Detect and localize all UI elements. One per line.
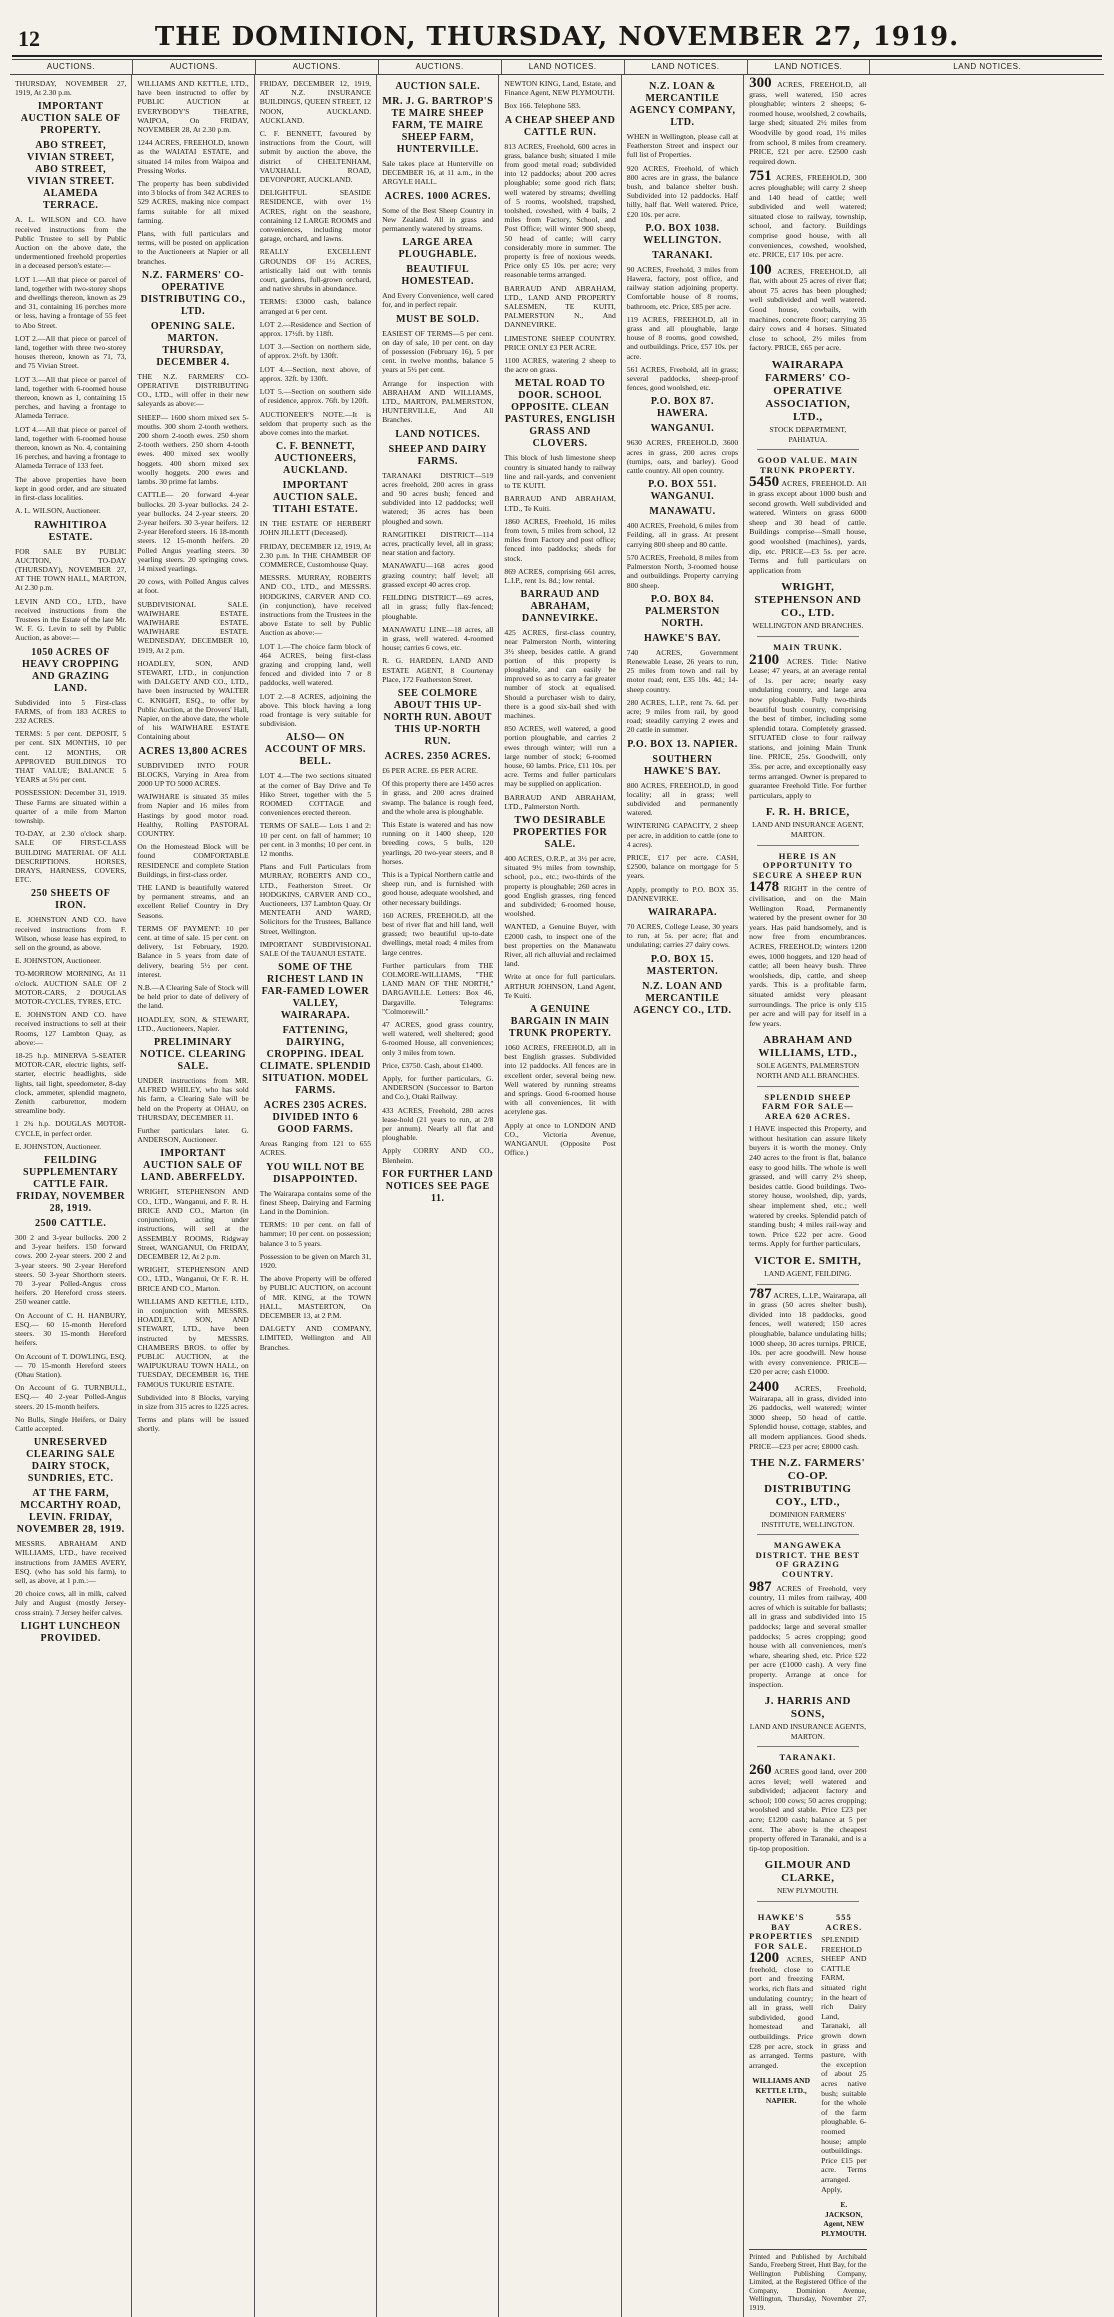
notice-paragraph: TERMS: 10 per cent. on fall of hammer; 10 per cent. on possession; balance 3 to 5 years.: [259, 1220, 372, 1248]
notice-paragraph: C. F. BENNETT, favoured by instructions from the Court, will submit by auction the above, the district of CHELTENHAM, VAUXHALL ROAD, DEVONPORT, AUCKLAND.: [259, 129, 372, 185]
taranaki-555-ad: [821, 1907, 866, 2243]
notice-paragraph: 9630 ACRES, FREEHOLD, 3600 acres in grass, 200 acres crops (turnips, oats, and barley). Good cattle country. All open country.: [626, 438, 739, 476]
notice-paragraph: THURSDAY, NOVEMBER 27, 1919, At 2.30 p.m.: [15, 79, 127, 98]
divider: [757, 1746, 858, 1747]
agent-address: LAND AND INSURANCE AGENTS, MARTON.: [749, 1722, 866, 1741]
masthead-rule: [12, 55, 1102, 57]
notice-paragraph: RANGITIKEI DISTRICT—114 acres, practically level, all in grass; near station and factory.: [382, 529, 494, 558]
notice-paragraph: 119 ACRES, FREEHOLD, all in grass and all ploughable, large house of 8 rooms, good cowshed, and outbuildings. Price, £57 10s. per acre.: [626, 314, 739, 361]
section-heading: TARANAKI.: [779, 1752, 837, 1763]
notice-paragraph: FRIDAY, DECEMBER 12, 1919, AT N.Z. INSURANCE BUILDINGS, QUEEN STREET, 12 NOON, AUCKLAND. AUCKLAND.: [259, 79, 372, 125]
notice-paragraph: Some of the Best Sheep Country in New Zealand. All in grass and permanently watered by streams.: [382, 205, 494, 234]
notice-paragraph: LOT 2.—All that piece or parcel of land, together with three two-storey houses thereon, known as 71, 73, and 75 Vivian Street.: [15, 333, 127, 371]
notice-paragraph: THE LAND is beautifully watered by permanent streams, and an excellent Relief Country in Dry Seasons.: [137, 883, 249, 920]
divider: [757, 1086, 858, 1087]
notice-paragraph: 70 ACRES, College Lease, 30 years to run, at 5s. per acre; flat and undulating; carries 27 dairy cows.: [626, 921, 739, 950]
notice-paragraph: Plans and Full Particulars from MURRAY, ROBERTS AND CO., LTD., Featherston Street. Or HODGKINS, CARVER AND CO., Auctioneers, 137 Lambton Quay. Or MENTEATH AND WARD, Solicitors for the Trustees, Ballance Street, Wellington.: [259, 862, 372, 936]
land-ad: 1200 ACRES, freehold, close to port and freezing works, rich flats and undulating country; all in grass, well subdivided, good homestead and outbuildings. Price £28 per acre, stock as arranged. Terms arranged.: [749, 1950, 814, 2070]
notice-paragraph: 250 SHEETS OF IRON.: [31, 888, 111, 912]
notice-paragraph: IN THE ESTATE OF HERBERT JOHN JILLETT (Deceased).: [259, 519, 372, 538]
notice-paragraph: SEE COLMORE ABOUT THIS UP-NORTH RUN. ABOUT THIS UP-NORTH RUN.: [383, 687, 492, 747]
notice-paragraph: Write at once for full particulars. ARTHUR JOHNSON, Land Agent, Te Kuiti.: [504, 972, 616, 1000]
notice-paragraph: E. JOHNSTON AND CO. have received instructions to sell at their Rooms, 127 Lambton Quay, as above:—: [15, 1010, 127, 1047]
notice-paragraph: TERMS: 5 per cent. DEPOSIT, 5 per cent. SIX MONTHS, 10 per cent. 12 MONTHS, OR APPROVED BUILDINGS TO THAT VALUE; BALANCE 5 YEARS at 5½ per cent.: [15, 729, 127, 785]
notice-paragraph: 920 ACRES, Freehold, of which 800 acres are in grass, the balance bush, and balance shelter bush. Subdivided into 12 paddocks. Half hilly, half flat. Well watered. Price, £20 10s. per acre.: [626, 163, 739, 219]
notice-paragraph: WINTERING CAPACITY, 2 sheep per acre, in addition to cattle (one to 4 acres).: [626, 821, 739, 849]
notice-paragraph: Sale takes place at Hunterville on DECEMBER 16, at 11 a.m., in the ARGYLE HALL.: [382, 159, 494, 187]
section-heading: 555 ACRES.: [825, 1911, 863, 1932]
notice-paragraph: MANAWATU LINE—18 acres, all in grass, well watered. 4-roomed house; carries 6 cows, etc.: [382, 624, 494, 653]
notice-paragraph: N.Z. FARMERS' CO-OPERATIVE DISTRIBUTING CO., LTD.: [140, 269, 246, 317]
notice-paragraph: £6 PER ACRE. £6 PER ACRE.: [382, 765, 479, 775]
notice-paragraph: E. JOHNSTON, Auctioneer.: [15, 956, 102, 966]
notice-paragraph: SOME OF THE RICHEST LAND IN FAR-FAMED LOWER VALLEY, WAIRARAPA.: [261, 962, 370, 1022]
notice-paragraph: A. L. WILSON, Auctioneer.: [15, 506, 101, 516]
notice-paragraph: 1860 ACRES, Freehold, 16 miles from town, 5 miles from school, 12 miles from Factory and post office; fenced into paddocks; sheds for stock.: [504, 516, 616, 563]
notice-paragraph: PRICE, £17 per acre. CASH, £2500, balance on mortgage for 5 years.: [626, 852, 739, 881]
agent-name: E. JACKSON, Agent, NEW PLYMOUTH.: [821, 2200, 867, 2238]
notice-paragraph: 1050 ACRES OF HEAVY CROPPING AND GRAZING LAND.: [22, 646, 120, 694]
notice-paragraph: LOT 1.—The choice farm block of 464 ACRES, being first-class grazing and cropping land, well fenced and divided into 7 or 8 paddocks, well watered.: [259, 641, 372, 688]
column-heading: LAND NOTICES.: [502, 60, 625, 74]
column-auctions-4: [377, 75, 499, 2317]
notice-paragraph: BARRAUD AND ABRAHAM, DANNEVIRKE.: [520, 589, 600, 625]
notice-paragraph: N.Z. LOAN & MERCANTILE AGENCY COMPANY, LTD.: [629, 81, 736, 128]
agent-name: F. R. H. BRICE,: [765, 806, 850, 819]
notice-paragraph: This block of lush limestone sheep country is situated handy to railway line and rail-yards, and convenient to TE KUITI.: [504, 453, 616, 491]
notice-paragraph: On Account of C. H. HANBURY, ESQ.— 60 15-month Hereford steers. 30 15-month Hereford heifers.: [15, 1310, 127, 1348]
column-heading: LAND NOTICES.: [625, 60, 748, 74]
section-heading: HERE IS AN OPPORTUNITY TO SECURE A SHEEP RUN: [752, 850, 863, 880]
column-heading: AUCTIONS.: [379, 60, 502, 74]
notice-paragraph: This is a Typical Northern cattle and sheep run, and is furnished with good house, adequate woolshed, and other necessary buildings.: [382, 869, 494, 907]
column-auctions-2: [132, 75, 254, 2317]
notice-paragraph: 20 cows, with Polled Angus calves at foot.: [137, 577, 249, 596]
notice-paragraph: 425 ACRES, first-class country, near Palmerston North, wintering 3½ sheep, besides cattle. A grand portion of this property is ploughable, and can easily be improved so as to carry a far greater number of stock at equalised. Should a purchaser wish to dairy, there is a good six-bail shed with machines.: [504, 628, 616, 720]
notice-paragraph: TERMS OF SALE— Lots 1 and 2: 10 per cent. on fall of hammer; 10 per cent. in 3 months; 10 per cent. in 12 months.: [259, 821, 372, 858]
land-ad: 987 ACRES of Freehold, very country, 11 miles from railway, 400 acres of which is suitable for ballasts; all in grass and subdivided into 15 paddocks; large and several smaller paddocks; 5 acres cropping; good house with all conveniences, men's whare, shearing shed, etc. Price £22 per acre (£1000 cash). A very fine property. Arrange at once for inspection.: [749, 1578, 867, 1689]
column-heading: LAND NOTICES.: [748, 60, 871, 74]
notice-paragraph: REALLY EXCELLENT GROUNDS OF 1½ ACRES, artistically laid out with tennis court, gardens, full-grown orchard, and native shrubs in abundance.: [259, 247, 372, 294]
notice-paragraph: FATTENING, DAIRYING, CROPPING. IDEAL CLIMATE. SPLENDID SITUATION. MODEL FARMS.: [259, 1025, 371, 1097]
notice-paragraph: Further particulars later. G. ANDERSON, Auctioneer.: [137, 1126, 249, 1145]
notice-paragraph: FEILDING DISTRICT—69 acres, all in grass; fully flax-fenced; ploughable.: [382, 593, 494, 621]
notice-paragraph: On Account of T. DOWLING, ESQ.— 70 15-month Hereford steers (Ohau Station).: [15, 1351, 127, 1379]
notice-paragraph: No Bulls, Single Heifers, or Dairy Cattle accepted.: [15, 1414, 127, 1433]
notice-paragraph: On the Homestead Block will be found COMFORTABLE RESIDENCE and complete Station Buildings, in first-class order.: [137, 842, 249, 879]
notice-paragraph: The property has been subdivided into 3 blocks of from 342 ACRES to 529 ACRES, making nice compact farms suitable for all mixed farming.: [137, 179, 249, 225]
notice-paragraph: Terms and plans will be issued shortly.: [137, 1415, 249, 1434]
agent-name: GILMOUR AND CLARKE,: [764, 1859, 852, 1885]
notice-paragraph: And Every Convenience, well cared for, and in perfect repair.: [382, 291, 494, 310]
notice-paragraph: LIGHT LUNCHEON PROVIDED.: [20, 1620, 121, 1644]
notice-paragraph: 813 ACRES, Freehold, 600 acres in grass, balance bush; situated 1 mile from good metal road; subdivided into 12 paddocks; about 200 acres ploughable; some good rich flats; well watered by streams; dwelling of 5 rooms, woolshed, trapshed, toolshed, cowshed, with 4 bails, 2 miles from Factory, School, and Post Office; will winter 900 sheep, 50 head of cattle; will carry considerably more in summer. The property is free of noxious weeds. Price only £5 10s. per acre; very reasonable terms arranged.: [504, 141, 616, 280]
column-auctions-3: [255, 75, 377, 2317]
section-heading: GOOD VALUE. MAIN TRUNK PROPERTY.: [757, 455, 859, 475]
notice-paragraph: C. F. BENNETT, AUCTIONEERS, AUCKLAND.: [274, 441, 357, 477]
notice-paragraph: 869 ACRES, comprising 661 acres, L.I.P., rent 1s. 8d.; low rental.: [504, 566, 616, 585]
section-heading: MANGAWEKA DISTRICT. THE BEST OF GRAZING COUNTRY.: [755, 1540, 861, 1580]
notice-paragraph: TWO DESIRABLE PROPERTIES FOR SALE.: [513, 814, 608, 850]
agent-name: VICTOR E. SMITH,: [754, 1255, 862, 1267]
notice-paragraph: FOR SALE BY PUBLIC AUCTION, TO-DAY (THURSDAY), NOVEMBER 27, AT THE TOWN HALL, MARTON, At 2.30 p.m.: [15, 546, 127, 593]
notice-paragraph: MESSRS. ABRAHAM AND WILLIAMS, LTD., have received instructions from JAMES AVERY, ESQ. (who has sold his farm), to sell, as above, at 1 p.m.:—: [15, 1539, 127, 1585]
notice-paragraph: Plans, with full particulars and terms, will be posted on application to the Auctioneers at Napier or all branches.: [137, 229, 249, 266]
agent-address: SOLE AGENTS, PALMERSTON NORTH AND ALL BRANCHES.: [756, 1061, 860, 1080]
column-heading: LAND NOTICES.: [953, 62, 1022, 71]
notice-paragraph: BARRAUD AND ABRAHAM, LTD., Te Kuiti.: [504, 494, 616, 513]
agent-name: ABRAHAM AND WILLIAMS, LTD.,: [758, 1034, 858, 1060]
notice-paragraph: 2500 CATTLE.: [34, 1218, 107, 1230]
notice-paragraph: SUBDIVISIONAL SALE. WAIWHARE ESTATE. WAIWHARE ESTATE. WAIWHARE ESTATE. WEDNESDAY, DECEMBER 10, 1919, At 2 p.m.: [137, 599, 249, 655]
notice-paragraph: On Account of G. TURNBULL, ESQ.— 40 2-year Polled-Angus steers. 20 15-month heifers.: [15, 1383, 127, 1411]
notice-paragraph: MANAWATU—168 acres good grazing country; half level; all grassed except 40 acres crop.: [382, 561, 494, 589]
notice-paragraph: ACRES 2305 ACRES. DIVIDED INTO 6 GOOD FARMS.: [263, 1100, 367, 1136]
notice-paragraph: LOT 3.—Section on northern side, of approx. 2½ft. by 130ft.: [259, 342, 372, 361]
notice-paragraph: IMPORTANT AUCTION SALE OF PROPERTY.: [20, 101, 121, 137]
notice-paragraph: Apply, promptly to P.O. BOX 35. DANNEVIRKE.: [626, 884, 739, 903]
notice-paragraph: The above Property will be offered by PUBLIC AUCTION, on account of MR. KING, at the TOWN HALL, MASTERTON, On DECEMBER 13, at 2 P.M.: [259, 1274, 372, 1321]
notice-paragraph: LOT 4.—The two sections situated at the corner of Bay Drive and Te Hiko Street, together with the 5 ROOMED COTTAGE and conveniences erected thereon.: [259, 771, 372, 818]
page-number: 12: [18, 26, 40, 51]
land-ad: 100 ACRES, FREEHOLD, all flat, with about 25 acres of river flat; about 75 acres has been ploughed; well subdivided and well watered. Good house, cowbails, with machines, concrete floor; carrying 35 dairy cows and 4 horses. Situated close to school, 2½ miles from factory. PRICE, £65 per acre.: [749, 261, 867, 353]
notice-paragraph: HAWKE'S BAY.: [643, 632, 721, 644]
agent-address: WELLINGTON AND BRANCHES.: [752, 621, 864, 631]
notice-paragraph: OPENING SALE. MARTON. THURSDAY, DECEMBER 4.: [150, 320, 236, 368]
agent-address: NEW PLYMOUTH.: [777, 1886, 839, 1896]
notice-paragraph: SOUTHERN HAWKE'S BAY.: [643, 753, 721, 777]
notice-paragraph: EASIEST OF TERMS—5 per cent. on day of sale, 10 per cent. on day of possession (February 16), 5 per cent. in twelve months, balance 5 years at 5½ per cent.: [382, 328, 494, 375]
section-heading: HAWKE'S BAY PROPERTIES FOR SALE.: [749, 1911, 814, 1951]
notice-paragraph: ACRES 13,800 ACRES: [138, 745, 248, 757]
divider: [757, 636, 858, 637]
notice-paragraph: DELIGHTFUL SEASIDE RESIDENCE, with over 1½ ACRES, right on the seashore, containing 12 LARGE ROOMS and conveniences, including motor garage, orchard, and lawns.: [259, 188, 372, 244]
notice-paragraph: MESSRS. MURRAY, ROBERTS AND CO., LTD., and MESSRS. HODGKINS, CARVER AND CO. (in conjunction), have received instructions from the Trustees in the above Estate to sell by Public Auction as above:—: [259, 573, 372, 638]
notice-paragraph: A CHEAP SHEEP AND CATTLE RUN.: [504, 114, 616, 138]
divider: [757, 449, 858, 450]
column-heading: AUCTIONS.: [256, 60, 379, 74]
masthead: [10, 18, 1104, 55]
notice-paragraph: N.B.—A Clearing Sale of Stock will be held prior to date of delivery of the land.: [137, 983, 249, 1011]
agent-name: WRIGHT, STEPHENSON AND CO., LTD.: [754, 581, 862, 620]
notice-paragraph: SHEEP— 1600 shorn mixed sex 5-mouths. 300 shorn 2-tooth wethers. 200 shorn 2-tooth ewes. 250 shorn 2-tooth wethers. 250 shorn 4-tooth ewes. 400 mixed sex woolly hoggets. 400 shorn mixed sex woolly hoggets. 200 ewes and lambs. 30 prime fat lambs.: [137, 412, 249, 487]
notice-paragraph: WILLIAMS AND KETTLE, LTD., have been instructed to offer by PUBLIC AUCTION at EVERYBODY'S THEATRE, WAIPOA, On FRIDAY, NOVEMBER 28, At 2.30 p.m.: [137, 79, 249, 135]
notice-paragraph: TERMS: £3000 cash, balance arranged at 6 per cent.: [259, 297, 372, 316]
column-land-notices-wide: [744, 75, 871, 2317]
notice-paragraph: E. JOHNSTON AND CO. have received instructions from F. Wilson, whose lease has expired, to sell on the ground, as above.: [15, 915, 127, 952]
notice-paragraph: PRELIMINARY NOTICE. CLEARING SALE.: [139, 1037, 247, 1073]
land-ad: I HAVE inspected this Property, and without hesitation can assure likely buyers it is worth the money. Only 240 acres to the front is flat, balance easy to good hills. The whole is well grassed, and will carry 2½ sheep, besides cattle. Good buildings. Two-storey house, woolshed, dip, yards, shear implement shed, etc.; well watered by creeks. Splendid patch of standing bush; 4 miles rail-way and town. Price £22 per acre. Good terms. Apply for further particulars,: [749, 1124, 867, 1249]
notice-paragraph: LOT 2.—Residence and Section of approx. 17½ft. by 118ft.: [259, 319, 372, 339]
notice-paragraph: METAL ROAD TO DOOR. SCHOOL OPPOSITE. CLEAN PASTURES, ENGLISH GRASS AND CLOVERS.: [504, 378, 616, 450]
column-headings: [10, 60, 1104, 74]
agent-name: J. HARRIS AND SONS,: [764, 1695, 851, 1721]
notice-paragraph: WANGANUI.: [650, 423, 715, 435]
notice-paragraph: P.O. BOX 87. HAWERA.: [650, 396, 715, 420]
notice-paragraph: TARANAKI.: [652, 249, 713, 261]
notice-paragraph: FOR FURTHER LAND NOTICES SEE PAGE 11.: [382, 1168, 494, 1204]
agent-address: LAND AND INSURANCE AGENT, MARTON.: [752, 820, 864, 840]
notice-paragraph: AT THE FARM, MCCARTHY ROAD, LEVIN. FRIDAY, NOVEMBER 28, 1919.: [16, 1488, 125, 1536]
notice-paragraph: 47 ACRES, good grass country, well watered, well sheltered; good 6-roomed House, all conveniences; only 3 miles from town.: [382, 1020, 494, 1057]
notice-paragraph: LOT 3.—All that piece or parcel of land, together with 6-roomed house thereon, known as 1, containing 15 perches, and having a frontage to Alameda Terrace.: [15, 374, 127, 421]
notice-paragraph: E. JOHNSTON, Auctioneer.: [15, 1141, 102, 1151]
divider: [757, 1284, 858, 1285]
notice-paragraph: 280 ACRES, L.I.P., rent 7s. 6d. per acre; 9 miles from rail, by good road; steadily carrying 2 ewes and 20 cattle in summer.: [626, 697, 739, 735]
notice-paragraph: MR. J. G. BARTROP'S TE MAIRE SHEEP FARM, TE MAIRE SHEEP FARM, HUNTERVILLE.: [382, 96, 494, 155]
notice-paragraph: LOT 4.—All that piece or parcel of land, together with 6-roomed house thereon, known as No. 4, containing 16 perches, and having a frontage to Alameda Terrace of 133 feet.: [15, 424, 127, 471]
notice-paragraph: LOT 1.—All that piece or parcel of land, together with two-storey shops and dwellings thereon, known as 29 and 31, containing 16 perches more or less, having a frontage of 55 feet to Abo Street.: [15, 274, 127, 330]
notice-paragraph: Areas Ranging from 121 to 655 ACRES.: [259, 1139, 372, 1158]
notice-paragraph: LOT 5.—Section on southern side of residence, approx. 76ft. by 120ft.: [259, 387, 372, 406]
notice-paragraph: 300 2 and 3-year bullocks. 200 2 and 3-year heifers. 150 forward cows. 200 2-year steers. 200 2 and 3-year steers. 90 2-year Hereford steers. 50 3-year Shorthorn steers. 70 3-year Polled-Angus cross heifers. 20 Hereford cross steers. 250 weaner cattle.: [15, 1233, 127, 1307]
notice-paragraph: POSSESSION: December 31, 1919. These Farms are situated within a quarter of a mile from Marton township.: [15, 788, 127, 825]
notice-paragraph: YOU WILL NOT BE DISAPPOINTED.: [266, 1161, 365, 1185]
notice-paragraph: LIMESTONE SHEEP COUNTRY. PRICE ONLY £3 PER ACRE.: [504, 333, 616, 352]
notice-paragraph: 1 2¾ h.p. DOUGLAS MOTOR-CYCLE, in perfect order.: [15, 1119, 127, 1138]
notice-paragraph: BARRAUD AND ABRAHAM, LTD., Palmerston North.: [504, 792, 616, 811]
agent-address: STOCK DEPARTMENT, PAHIATUA.: [769, 425, 847, 444]
land-ad: 751 ACRES, FREEHOLD, 300 acres ploughable; will carry 2 sheep and 140 head of cattle; well subdivided and well watered; situated close to railway, township, school, and factory. Buildings comprise good house, with all conveniences, cowshed, woolshed, etc. PRICE, £17 10s. per acre.: [749, 168, 867, 260]
notice-paragraph: IMPORTANT SUBDIVISIONAL SALE Of the TAUANUI ESTATE.: [259, 939, 372, 959]
notice-paragraph: LAND NOTICES.: [395, 428, 481, 440]
agent-address: LAND AGENT, FEILDING.: [764, 1269, 852, 1278]
notice-paragraph: ABO STREET, VIVIAN STREET, ABO STREET, VIVIAN STREET. ALAMEDA TERRACE.: [26, 140, 115, 212]
notice-paragraph: 800 ACRES, FREEHOLD, in good locality; all in grass; well subdivided and permanently watered.: [626, 780, 739, 818]
notice-paragraph: Price, £3750. Cash, about £1400.: [382, 1060, 483, 1070]
section-heading: SPLENDID SHEEP FARM FOR SALE—AREA 620 ACRES.: [761, 1091, 854, 1121]
column-land-notices-1: [499, 75, 621, 2317]
agent-name: WILLIAMS AND KETTLE LTD., NAPIER.: [752, 2076, 810, 2105]
notice-paragraph: CATTLE— 20 forward 4-year bullocks. 20 3-year bullocks. 24 2-year bullocks. 24 2-year steers. 20 2-year heifers. 30 3-year heifers. 12 2-year Hereford steers. 16 18-month steers. 12 15-month heifers. 20 Polled Angus yearling steers. 30 yearling steers. 20 springing cows. 14 mixed yearlings.: [137, 490, 249, 573]
notice-paragraph: LEVIN AND CO., LTD., have received instructions from the Trustees in the Estate of the late Mr. W. F. G. Levin to sell by Public Auction, as above:—: [15, 596, 127, 643]
notice-paragraph: A GENUINE BARGAIN IN MAIN TRUNK PROPERTY.: [508, 1004, 612, 1040]
column-land-notices-2: [622, 75, 744, 2317]
newspaper-title: THE DOMINION, THURSDAY, NOVEMBER 27, 1919.: [154, 22, 960, 52]
notice-paragraph: WAIWHARE is situated 35 miles from Napier and 16 miles from Hastings by good motor road. Healthy, Rolling PASTORAL COUNTRY.: [137, 792, 249, 838]
notice-paragraph: FEILDING SUPPLEMENTARY CATTLE FAIR. FRIDAY, NOVEMBER 28, 1919.: [16, 1155, 126, 1215]
notice-paragraph: LOT 2.—8 ACRES, adjoining the above. This block having a long road frontage is very suitable for subdivision.: [259, 691, 372, 729]
notice-paragraph: Possession to be given on March 31, 1920.: [259, 1251, 372, 1271]
notice-paragraph: 400 ACRES, Freehold, 6 miles from Feilding, all in grass. At present carrying 800 sheep and 80 cattle.: [626, 521, 739, 549]
notice-paragraph: 561 ACRES, Freehold, all in grass; several paddocks, sheep-proof fences, good woolshed, etc.: [626, 364, 739, 393]
notice-paragraph: Of this property there are 1450 acres in grass, and 200 acres drained swamp. The balance is rough feed, and the whole area is ploughable.: [382, 779, 494, 816]
notice-paragraph: WAIRARAPA.: [647, 906, 717, 918]
notice-paragraph: HOADLEY, SON, AND STEWART, LTD., in conjunction with DALGETY AND CO., LTD., have been instructed by WALTER C. KNIGHT, ESQ., to offer by Public Auction, at the Drovers' Hall, Napier, on the above date, the whole of his WAIWHARE ESTATE Containing about: [137, 658, 249, 742]
notice-paragraph: 160 ACRES, FREEHOLD, all the best of river flat and hill land, well grassed; two beautiful up-to-date dwellings, metal road; 4 miles from large centres.: [382, 910, 494, 957]
notice-paragraph: Further particulars from THE COLMORE-WILLIAMS, "THE LAND MAN OF THE NORTH," DARGAVILLE. Letters: Box 46, Dargaville. Telegrams: "Colmorewill.": [382, 960, 494, 1016]
notice-paragraph: WRIGHT, STEPHENSON AND CO., LTD., Wanganui, and F. R. H. BRICE AND CO., Marton (in conjunction), acting under instructions, will sell at the ASSEMBLY ROOMS, Ridgway Street, WANGANUI, On FRIDAY, DECEMBER 12, At 2 p.m.: [137, 1187, 249, 1261]
notice-paragraph: FRIDAY, DECEMBER 12, 1919, At 2.30 p.m. In THE CHAMBER OF COMMERCE, Customhouse Quay.: [259, 541, 372, 569]
agent-address: DOMINION FARMERS' INSTITUTE, WELLINGTON.: [761, 1510, 855, 1529]
land-ad: 300 ACRES, FREEHOLD, all grass, well watered, 150 acres ploughable; winters 2 sheeps; 6-roomed house, woolshed, 2 cowhails, large shed; situated 2½ miles from Woodville by good road, 1½ miles from school, 8 miles from creamery. PRICE, £21 per acre. £2500 cash required down.: [749, 75, 867, 166]
notice-paragraph: LARGE AREA PLOUGHABLE.: [398, 237, 478, 261]
notice-paragraph: Arrange for inspection with ABRAHAM AND WILLIAMS, LTD., MARTON, PALMERSTON, HUNTERVILLE, And All Branches.: [382, 378, 494, 425]
notice-paragraph: ACRES. 1000 ACRES.: [384, 190, 491, 202]
notice-paragraph: 1100 ACRES, watering 2 sheep to the acre on grass.: [504, 356, 616, 375]
notice-paragraph: BARRAUD AND ABRAHAM, LTD., LAND AND PROPERTY SALESMEN, TE KUITI, PALMERSTON N., And DANNEVIRKE.: [504, 283, 616, 330]
notice-paragraph: P.O. BOX 551. WANGANUI.: [648, 479, 717, 503]
notice-paragraph: SHEEP AND DAIRY FARMS.: [388, 443, 487, 467]
printer-imprint: Printed and Published by Archibald Sando, Freeberg Street, Hutt Bay, for the Wellington Publishing Company, Limited, at the Registered Office of the Company, Dominion Avenue, Wellington, Thursday, November 27, 1919.: [749, 2249, 866, 2313]
notice-paragraph: DALGETY AND COMPANY, LIMITED, Wellington and All Branches.: [259, 1324, 372, 1352]
notice-paragraph: WILLIAMS AND KETTLE, LTD., in conjunction with MESSRS. HOADLEY, SON, AND STEWART, LTD., have been instructed by MESSRS. CHAMBERS BROS. to offer by PUBLIC AUCTION, at the WAIPUKURAU TOWN HALL, on TUESDAY, DECEMBER 16, THE FAMOUS TUKURIE ESTATE.: [137, 1296, 249, 1389]
notice-paragraph: AUCTIONEER'S NOTE.—It is seldom that property such as the above comes into the market.: [259, 409, 372, 437]
notice-paragraph: 570 ACRES, Freehold, 8 miles from Palmerston North, 3-roomed house and outbuildings. Property carrying 800 sheep.: [626, 552, 739, 590]
divider: [757, 845, 858, 846]
land-ad: 2400 ACRES, Freehold, Wairarapa, all in grass, divided into 26 paddocks, well watered; winter 3000 sheep, 50 head of cattle. Splendid house, cottage, stables, and all modern appliances. Good sheds. PRICE—£23 per acre; £8000 cash.: [749, 1378, 867, 1451]
divider: [757, 1901, 858, 1902]
agent-name: WAIRARAPA FARMERS' CO-OPERATIVE ASSOCIATION, LTD.,: [765, 359, 851, 424]
notice-paragraph: IMPORTANT AUCTION SALE. TITAHI ESTATE.: [272, 480, 359, 516]
notice-paragraph: TO-MORROW MORNING, At 11 o'clock. AUCTION SALE OF 2 MOTOR-CARS, 2 DOUGLAS MOTOR-CYCLES, TYRES, ETC.: [15, 969, 127, 1007]
notice-paragraph: 850 ACRES, well watered, a good portion ploughable, and carries 2 ewes through winter; will run a large number of stock; 6-roomed house, 60 lambs. Price, £11 10s. per acre. Terms and fuller particulars may be supplied on application.: [504, 724, 616, 789]
land-ad: 787 ACRES, L.I.P., Wairarapa, all in grass (50 acres shelter bush), divided into 18 paddocks, good fences, well watered; 150 acres ploughable, balance undulating hills; 1000 sheep, 30 acres turnips. PRICE, 10s. per acre goodwill. New house with every convenience. PRICE—£20 per acre; cash £1000.: [749, 1285, 867, 1377]
column-heading: AUCTIONS.: [10, 60, 133, 74]
notice-paragraph: 20 choice cows, all in milk, calved July and August (mostly Jersey-cross strain). 7 Jersey heifer calves.: [15, 1589, 127, 1617]
notice-paragraph: WRIGHT, STEPHENSON AND CO., LTD., Wanganui, Or F. R. H. BRICE AND CO., Marton.: [137, 1265, 249, 1293]
notice-paragraph: P.O. BOX 15. MASTERTON.: [646, 953, 719, 977]
notice-paragraph: 1244 ACRES, FREEHOLD, known as the WAIATAI ESTATE, and situated 14 miles from Waipoa and Pressing Works.: [137, 138, 249, 175]
notice-paragraph: Apply at once to LONDON AND CO., Victoria Avenue, WANGANUI. (Opposite Post Office.): [504, 1120, 616, 1158]
bottom-split: [749, 1907, 866, 2243]
notice-paragraph: MUST BE SOLD.: [396, 313, 480, 325]
notice-paragraph: THE N.Z. FARMERS' CO-OPERATIVE DISTRIBUTING CO., LTD., will offer in their new saleyards as above:—: [137, 371, 249, 409]
notice-paragraph: TARANAKI DISTRICT—519 acres freehold, 200 acres in grass and 90 acres bush; fenced and subdivided into 12 paddocks; well watered; 36 acres has been ploughed and sown.: [382, 470, 494, 526]
notice-paragraph: The Wairarapa contains some of the finest Sheep, Dairying and Farming Land in the Dominion.: [259, 1188, 372, 1217]
land-ad: 1478 RIGHT in the centre of civilisation, and on the Main Wellington Road, Permanently watered by the present owner for 30 years. Has paid handsomely, and is now free from encumbrances. ACRES, FREEHOLD; winters 1200 ewes, 1000 hoggets, and 120 head of cattle; all been heavy bush. Three woolsheds, dip, cattle, and sheep yards. This is a profitable farm, situated amidst very pleasant surroundings. The price is only £15 per acre and will pay for itself in a few years.: [749, 879, 867, 1028]
notice-paragraph: The above properties have been kept in good order, and are situated in first-class localities.: [15, 474, 127, 503]
notice-paragraph: LOT 4.—Section, next above, of approx. 32ft. by 130ft.: [259, 364, 372, 383]
land-ad: 5450 ACRES, FREEHOLD. All in grass except about 1000 bush and second growth. Well subdivided and watered. Winters on grass 6000 sheep and 30 head of cattle. Buildings comprise—Small house, good woolshed (machines), yards, dip, etc. PRICE—£3 5s. per acre. Terms and full particulars on application from: [749, 474, 867, 575]
notice-paragraph: This Estate is watered and has now running on it 1400 sheep, 120 breeding cows, 5 bulls, 120 yearlings, 20 two-year steers, and 8 horses.: [382, 819, 494, 866]
notice-paragraph: A. L. WILSON and CO. have received instructions from the Public Trustee to sell by Public Auction on the above date, the undermentioned freehold properties in a deceased person's estate:—: [15, 215, 127, 271]
notice-paragraph: ALSO— ON ACCOUNT OF MRS. BELL.: [264, 732, 366, 768]
notice-paragraph: P.O. BOX 1038. WELLINGTON.: [643, 222, 722, 246]
notice-paragraph: 400 ACRES, O.R.P., at 3½ per acre, situated 9½ miles from township, school, p.o., etc.; two-thirds of the property is ploughable; 260 acres in good English grasses, ring fenced and subdivided; 6-roomed house, woolshed.: [504, 853, 616, 919]
column-auctions-1: [10, 75, 132, 2317]
land-ad: 2100 ACRES. Title: Native Lease; 47 years, at an average rental of 1s. per acre; nearly easy undulating country, and large area now ploughable. Fully two-thirds beautiful bush country, comprising the best of timber, including some splendid totara. Completely grassed. SITUATED close to four railway stations, and joining Main Trunk line. PRICE, 25s. Goodwill, only 35s. per acre, and exceptionally easy terms arranged. Owner is prepared to guarantee Freehold Title. For further particulars, apply to: [749, 651, 867, 800]
notice-paragraph: UNDER instructions from MR. ALFRED WHILEY, who has sold his farm, a Clearing Sale will be held on the Property at OHAU, on THURSDAY, DECEMBER 11.: [137, 1076, 249, 1122]
notice-paragraph: P.O. BOX 84. PALMERSTON NORTH.: [645, 593, 720, 629]
notice-paragraph: TO-DAY, at 2.30 o'clock sharp. SALE OF FIRST-CLASS BUILDING MATERIAL OF ALL DESCRIPTIONS. HORSES, DRAYS, HARNESS, COVERS, ETC.: [15, 829, 127, 885]
divider: [757, 1534, 858, 1535]
notice-paragraph: P.O. BOX 13. NAPIER.: [627, 738, 738, 750]
columns: [10, 74, 1104, 2313]
notice-paragraph: R. G. HARDEN, LAND AND ESTATE AGENT, 8 Courtenay Place, 172 Featherston Street.: [382, 656, 494, 684]
notice-paragraph: AUCTION SALE.: [395, 81, 481, 92]
section-heading: MAIN TRUNK.: [773, 641, 843, 652]
notice-paragraph: HOADLEY, SON, & STEWART, LTD., Auctioneers, Napier.: [137, 1014, 249, 1033]
ad-block: [749, 75, 867, 444]
notice-paragraph: 1060 ACRES, FREEHOLD, all in best English grasses. Subdivided into 12 paddocks. All fences are in excellent order, several being new. Well watered by running streams and springs. Good 6-roomed house with all conveniences, lit with acetylene gas.: [504, 1043, 616, 1117]
notice-paragraph: TERMS OF PAYMENT: 10 per cent. at time of sale. 15 per cent. on delivery, 1st February, 1920. Balance in 5 years from date of delivery, bearing 5½ per cent. interest.: [137, 923, 249, 979]
notice-paragraph: 18-25 h.p. MINERVA 5-SEATER MOTOR-CAR, electric lights, self-starter, electric headlights, side lights, tail light, speedometer, 8-day clock, ammeter, splendid magneto, Zenith carburettor, modern streamline body.: [15, 1051, 127, 1116]
notice-paragraph: UNRESERVED CLEARING SALE DAIRY STOCK, SUNDRIES, ETC.: [26, 1437, 116, 1485]
agent-name: THE N.Z. FARMERS' CO-OP. DISTRIBUTING COY., LTD.,: [750, 1457, 866, 1509]
notice-paragraph: Subdivided into 8 Blocks, varying in size from 315 acres to 1225 acres.: [137, 1392, 249, 1411]
notice-paragraph: Apply, for further particulars, G. ANDERSON (Successor to Barton and Co.), Otaki Railway.: [382, 1074, 494, 1102]
notice-paragraph: 433 ACRES, Freehold, 280 acres lease-hold (21 years to run, at 2/8 per annum). Nearly all flat and ploughable.: [382, 1105, 494, 1143]
notice-paragraph: WANTED, a Genuine Buyer, with £2000 cash, to inspect one of the best properties on the Manawatu River, all rich alluvial and reclaimed land.: [504, 922, 616, 969]
notice-paragraph: NEWTON KING, Land, Estate, and Finance Agent, NEW PLYMOUTH.: [504, 79, 616, 98]
notice-paragraph: N.Z. LOAN AND MERCANTILE AGENCY CO., LTD.: [633, 980, 732, 1016]
notice-paragraph: MANAWATU.: [649, 506, 716, 518]
notice-paragraph: WHEN in Wellington, please call at Featherston Street and inspect our full list of Properties.: [626, 132, 739, 160]
column-heading: AUCTIONS.: [133, 60, 256, 74]
notice-paragraph: 740 ACRES, Government Renewable Lease, 26 years to run, 25 miles from town and rail by motor road; rent, £35 10s. 4d.; 14-sheep country.: [626, 647, 739, 694]
notice-paragraph: Box 166. Telephone 583.: [504, 101, 581, 111]
notice-paragraph: 90 ACRES, Freehold, 3 miles from Hawera, factory, post office, and railway station adjoining property. Comfortable house of 8 rooms, bathroom, etc. Price, £85 per acre.: [626, 264, 739, 311]
land-ad: 260 ACRES good land, over 200 acres level; well watered and subdivided; adjacent factory and school; 100 cows; 50 acres cropping; woolshed and stable. Price £23 per acre; £1200 cash; balance at 5 per cent. The above is the cheapest property offered in Taranaki, and is a tip-top proposition.: [749, 1761, 867, 1853]
notice-paragraph: Subdivided into 5 First-class FARMS, of from 183 ACRES to 232 ACRES.: [15, 697, 127, 725]
notice-paragraph: ACRES. 2350 ACRES.: [384, 750, 491, 762]
hawkes-bay-ad: [749, 1907, 813, 2243]
notice-paragraph: IMPORTANT AUCTION SALE OF LAND. ABERFELDY.: [141, 1148, 246, 1184]
land-ad: SPLENDID FREEHOLD SHEEP AND CATTLE FARM, situated right in the heart of rich Dairy Land, Taranaki, all grown down in grass and pasture, with the exception of about 25 acres native bush; suitable for the whole of the farm ploughable. 6-roomed house; ample outbuildings. Price £15 per acre. Terms arranged. Apply,: [821, 1935, 867, 2194]
notice-paragraph: Apply CORRY AND CO., Blenheim.: [382, 1146, 494, 1165]
notice-paragraph: RAWHITIROA ESTATE.: [34, 519, 108, 543]
notice-paragraph: BEAUTIFUL HOMESTEAD.: [401, 264, 474, 288]
notice-paragraph: SUBDIVIDED INTO FOUR BLOCKS, Varying in Area from 2000 UP TO 5000 ACRES.: [137, 760, 249, 788]
